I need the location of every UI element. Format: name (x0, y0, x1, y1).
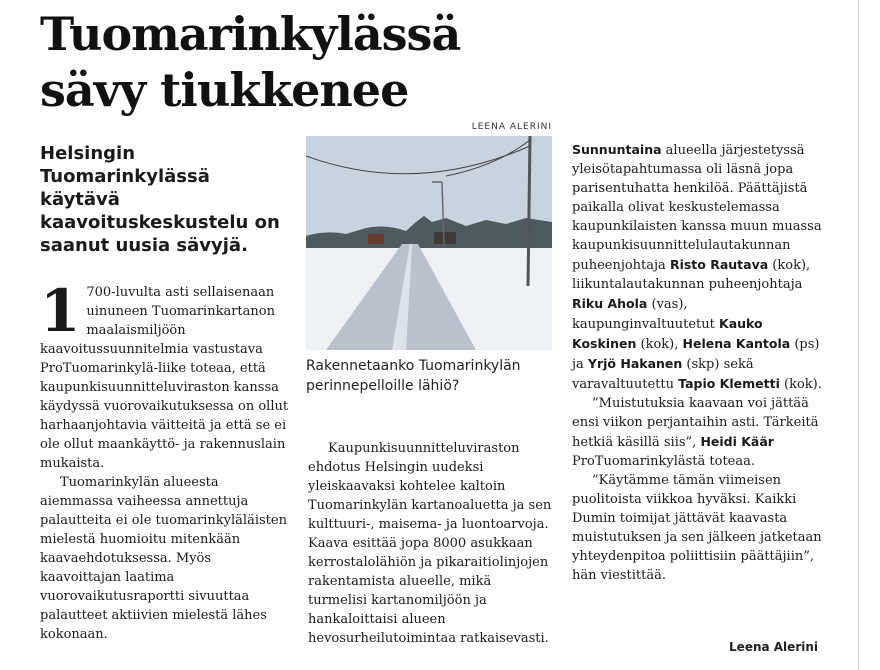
person-name: Yrjö Hakanen (587, 356, 683, 371)
column-3-paragraph-2 (572, 394, 822, 471)
text-span: alueella järjestetyssä yleisötapahtumassa oli läsnä jopa parisentuhatta henkilöä. Päättäjistä paikalla olivat keskustelemassa kaupunkilaisten kanssa muun muassa kaupunkisuunnittelulautakunnan puheenjohtaja (572, 143, 822, 273)
photo-house (434, 232, 456, 244)
snowy-road-illustration (306, 136, 552, 350)
photo-utility-pole (528, 136, 530, 286)
lead-paragraph: Helsingin Tuomarinkylässä käytävä kaavoituskeskustelu on saanut uusia sävyjä. (40, 143, 280, 256)
person-name: Helena Kantola (682, 336, 791, 351)
person-name: Risto Rautava (669, 257, 769, 272)
section-lead-word: Sunnuntaina (572, 142, 662, 157)
column-2-paragraph-1: Kaupunkisuunnitteluviraston ehdotus Helsingin uudeksi yleiskaavaksi kohtelee kaltoin Tuomarinkylän kartanoaluetta ja sen kulttuuri-, maisema- ja luontoarvoja. Kaava esittää jopa 8000 asukkaan kerrostalolähiön ja pikaraitiolinjojen rakentamista alueelle, mikä turmelisi kartanomiljöön ja hankaloittaisi alueen hevosurheilutoimintaa ratkaisevasti. (308, 441, 552, 646)
column-1-paragraph-1 (40, 277, 295, 473)
headline (40, 6, 560, 118)
photo-caption: Rakennetaanko Tuomarinkylän perinnepelloille lähiö? (306, 358, 521, 394)
text-span: (kok). (779, 377, 822, 392)
text-span: ”Muistutuksia kaavaan voi jättää ensi viikon perjantaihin asti. Tärkeitä hetkiä käsillä siis”, (572, 396, 819, 450)
text-span: (ps) ja (572, 337, 820, 372)
text-span: (kok), liikuntalautakunnan puheenjohtaja (572, 258, 811, 292)
column-3-paragraph-3: ”Käytämme tämän viimeisen puolitoista viikkoa hyväksi. Kaikki Dumin toimijat jättävät kaavasta muistutuksen ja sen jälkeen jatketaan yhteydenpitoa poliittisiin päättäjiin”, hän viestittää. (572, 473, 822, 583)
photo-credit: LEENA ALERINI (471, 122, 552, 132)
column-3 (572, 140, 822, 585)
text-span: (skp) sekä varavaltuutettu (572, 357, 754, 392)
column-2 (308, 439, 553, 648)
person-name: Heidi Käär (700, 434, 774, 449)
snowy-road-photo (306, 136, 552, 350)
person-name: Riku Ahola (572, 296, 648, 311)
text-span: (kok), (636, 337, 683, 352)
text-span: (vas), kaupunginvaltuutetut (572, 297, 720, 332)
person-name: Kauko Koskinen (572, 316, 763, 351)
photo-house (368, 234, 384, 244)
byline: Leena Alerini (729, 640, 818, 654)
person-name: Tapio Klemetti (678, 376, 780, 391)
column-3-paragraph-1 (572, 140, 822, 394)
column-1 (40, 277, 295, 644)
headline-line-1: Tuomarinkylässä (40, 7, 461, 61)
drop-cap: 1 (40, 277, 81, 345)
page-edge-rule (858, 0, 859, 670)
column-1-text-1: 700-luvulta asti sellaisenaan uinuneen Tuomarinkartanon maalaismiljöön kaavoitussuunnitelmia vastustava ProTuomarinkylä-liike toteaa, että kaupunkisuunnitteluviraston kanssa käydyssä vuorovaikutuksessa on ollut harhaanjohtavia väitteitä ja että se ei ole ollut maankäyttö- ja rakennuslain mukaista. (40, 285, 289, 471)
text-span: ProTuomarinkylästä toteaa. (572, 454, 755, 469)
column-1-paragraph-2: Tuomarinkylän alueesta aiemmassa vaiheessa annettuja palautteita ei ole tuomarinkyläläisten mielestä huomioitu mitenkään kaavaehdotuksessa. Myös kaavoittajan laatima vuorovaikutusraportti sivuuttaa palautteet aktiivien mielestä lähes kokonaan. (40, 475, 287, 642)
headline-line-2: sävy tiukkenee (40, 63, 409, 117)
